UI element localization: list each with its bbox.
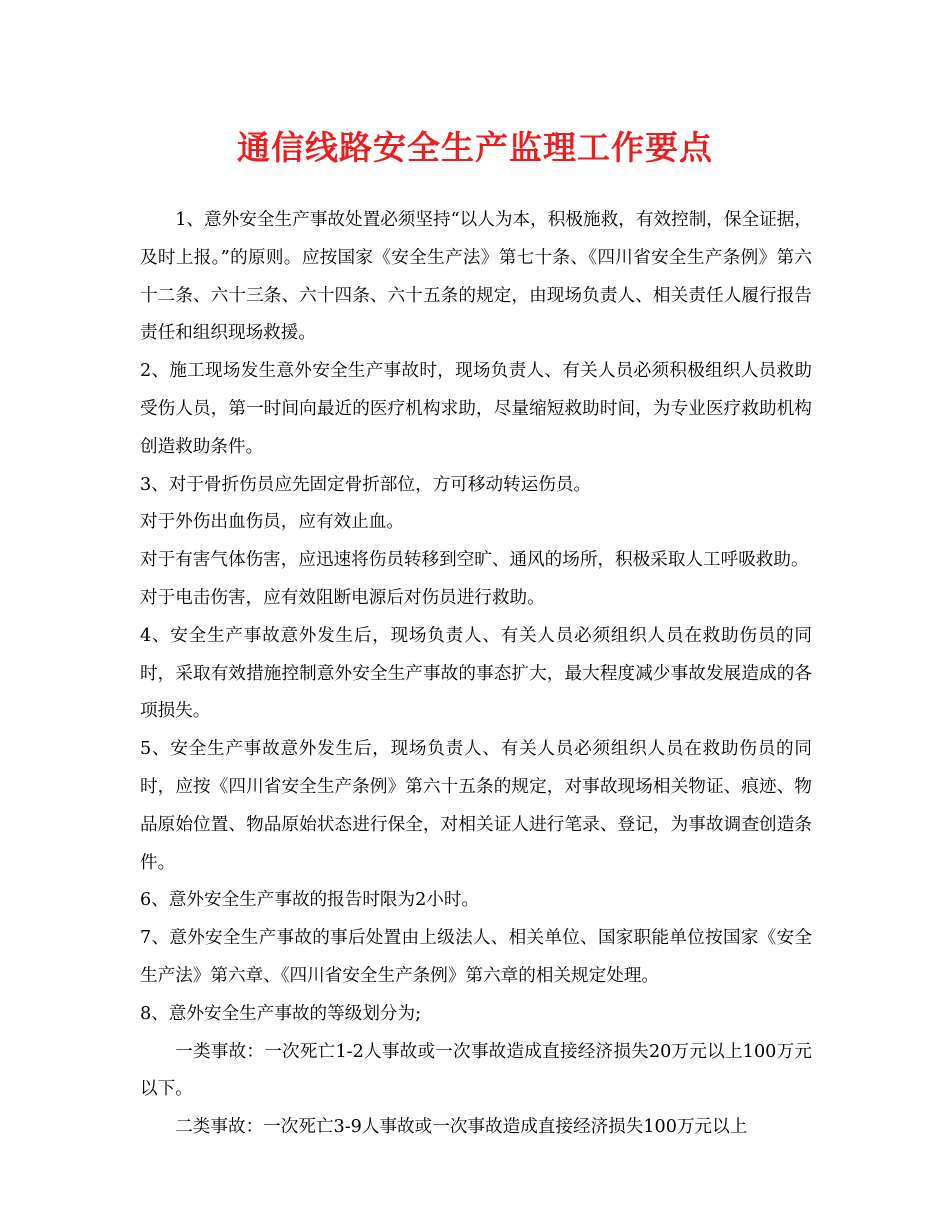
paragraph-3: 3、对于骨折伤员应先固定骨折部位，方可移动转运伤员。 [140,474,592,495]
paragraph-4: 4、安全生产事故意外发生后，现场负责人、有关人员必须组织人员在救助伤员的同时，采取有效措施控制意外安全生产事故的事态扩大，最大程度减少事故发展造成的各项损失。 [140,625,812,722]
paragraph-5: 5、安全生产事故意外发生后，现场负责人、有关人员必须组织人员在救助伤员的同时，应按《四川省安全生产条例》第六十五条的规定，对事故现场相关物证、痕迹、物品原始位置、物品原始状态进行保全，对相关证人进行笔录、登记，为事故调查创造条件。 [140,739,812,873]
paragraph-class-two: 二类事故：一次死亡3-9人事故或一次事故造成直接经济损失100万元以上 [175,1117,748,1138]
paragraph-6: 6、意外安全生产事故的报告时限为2小时。 [140,890,480,911]
paragraph-external-bleeding: 对于外伤出血伤员，应有效止血。 [140,512,404,533]
paragraph-electric-shock: 对于电击伤害，应有效阻断电源后对伤员进行救助。 [140,587,545,608]
paragraph-harmful-gas: 对于有害气体伤害，应迅速将伤员转移到空旷、通风的场所，积极采取人工呼吸救助。 [140,550,809,571]
paragraph-1: 1、意外安全生产事故处置必须坚持“以人为本，积极施救，有效控制，保全证据，及时上报。”的原则。应按国家《安全生产法》第七十条、《四川省安全生产条例》第六十二条、六十三条、六十四条、六十五条的规定，由现场负责人、相关责任人履行报告责任和组织现场救援。 [140,210,812,344]
paragraph-8: 8、意外安全生产事故的等级划分为; [140,1003,422,1024]
paragraph-2: 2、施工现场发生意外安全生产事故时，现场负责人、有关人员必须积极组织人员救助受伤人员，第一时间向最近的医疗机构求助，尽量缩短救助时间，为专业医疗救助机构创造救助条件。 [140,361,812,457]
document-title: 通信线路安全生产监理工作要点 [237,128,713,167]
paragraph-7: 7、意外安全生产事故的事后处置由上级法人、相关单位、国家职能单位按国家《安全生产法》第六章、《四川省安全生产条例》第六章的相关规定处理。 [140,928,812,986]
paragraph-class-one: 一类事故：一次死亡1-2人事故或一次事故造成直接经济损失20万元以上100万元以下。 [140,1041,812,1100]
document-body [140,202,812,1147]
